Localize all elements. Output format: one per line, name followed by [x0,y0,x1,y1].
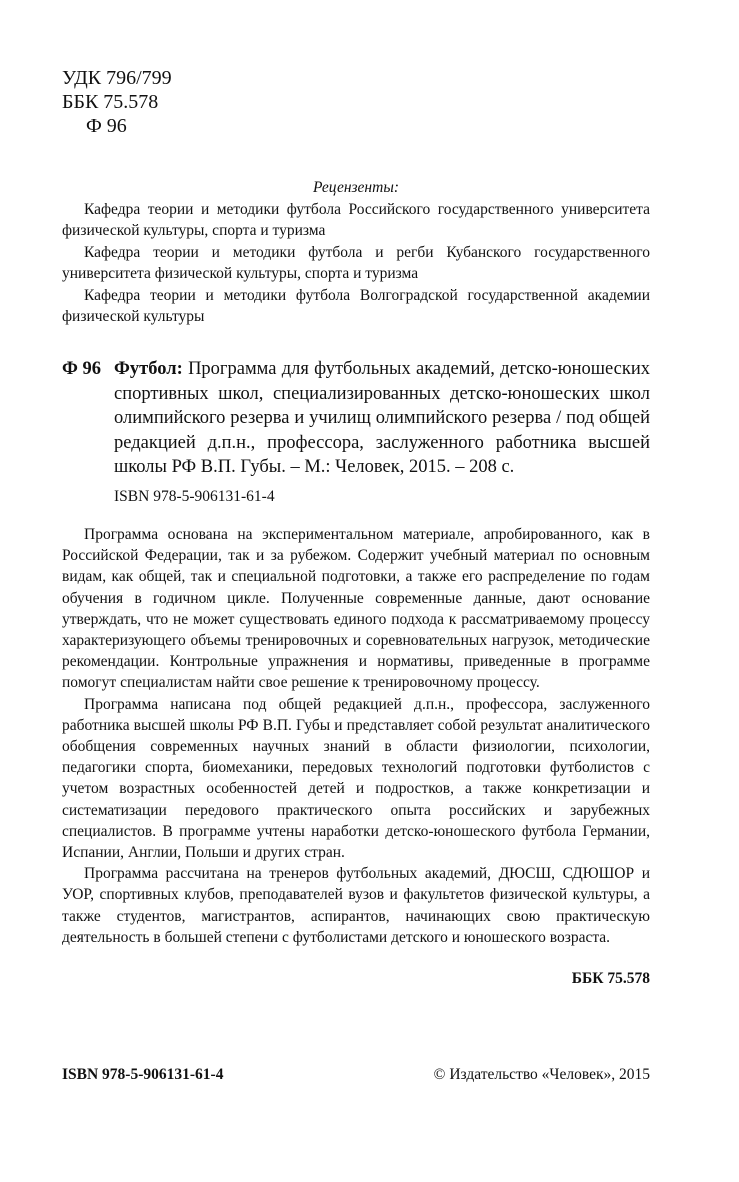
copyright-notice: © Издательство «Человек», 2015 [433,1066,650,1083]
reviewer-item: Кафедра теории и методики футбола Российского государственного университета физической культуры, спорта и туризма [62,200,650,239]
entry-body [114,357,650,480]
footer-isbn: ISBN 978-5-906131-61-4 [62,1066,224,1083]
reviewers-heading: Рецензенты: [313,179,399,196]
reviewer-item: Кафедра теории и методики футбола и регби Кубанского государственного университета физической культуры, спорта и туризма [62,243,650,282]
entry-author-mark: Ф 96 [62,359,102,379]
abstract-paragraph: Программа написана под общей редакцией д.п.н., профессора, заслуженного работника высшей школы РФ В.П. Губы и представляет собой результат аналитического обобщения современных научных знаний в области физиологии, психологии, педагогики спорта, биомеханики, передовых технологий подготовки футболистов с учетом возрастных особенностей детей и подростков, а также конкретизации и систематизации передового практического опыта российских и зарубежных специалистов. В программе учтены наработки детско-юношеского футбола Германии, Испании, Англии, Польши и других стран. [62,695,650,862]
entry-title: Футбол: [114,359,183,379]
reviewers-block [62,177,650,328]
classification-block [62,66,172,138]
abstract-paragraph: Программа основана на экспериментальном материале, апробированного, как в Российской Федерации, так и за рубежом. Содержит учебный материал по основным видам, как общей, так и специальной подготовки, а также его распределение по годам обучения в годичном цикле. Полученные современные данные, дают основание утверждать, что не может существовать единого подхода к рассматриваемому процессу характеризующего объемы тренировочных и соревновательных нагрузок, методические рекомендации. Контрольные упражнения и нормативы, приведенные в программе помогут специалистам найти свое решение к тренировочному процессу. [62,526,650,692]
udk-code: УДК 796/799 [62,67,172,89]
bbk-bottom: ББК 75.578 [571,970,650,987]
bbk-code: ББК 75.578 [62,91,159,113]
entry-isbn: ISBN 978-5-906131-61-4 [114,488,275,505]
abstract-paragraph: Программа рассчитана на тренеров футбольных академий, ДЮСШ, СДЮШОР и УОР, спортивных клубов, преподавателей вузов и факультетов физической культуры, а также студентов, магистрантов, аспирантов, начинающих свою практическую деятельность в большей степени с футболистами детского и юношеского возраста. [62,865,650,946]
abstract-block [62,524,650,948]
author-mark: Ф 96 [86,115,127,137]
entry-text: Программа для футбольных академий, детско-юношеских спортивных школ, специализированных детско-юношеских школ олимпийского резерва и училищ олимпийского резерва / под общей редакцией д.п.н., профессора, заслуженного работника высшей школы РФ В.П. Губы. – М.: Человек, 2015. – 208 с. [114,359,650,477]
bibliographic-entry [62,357,650,480]
reviewer-item: Кафедра теории и методики футбола Волгоградской государственной академии физической культуры [62,286,650,325]
